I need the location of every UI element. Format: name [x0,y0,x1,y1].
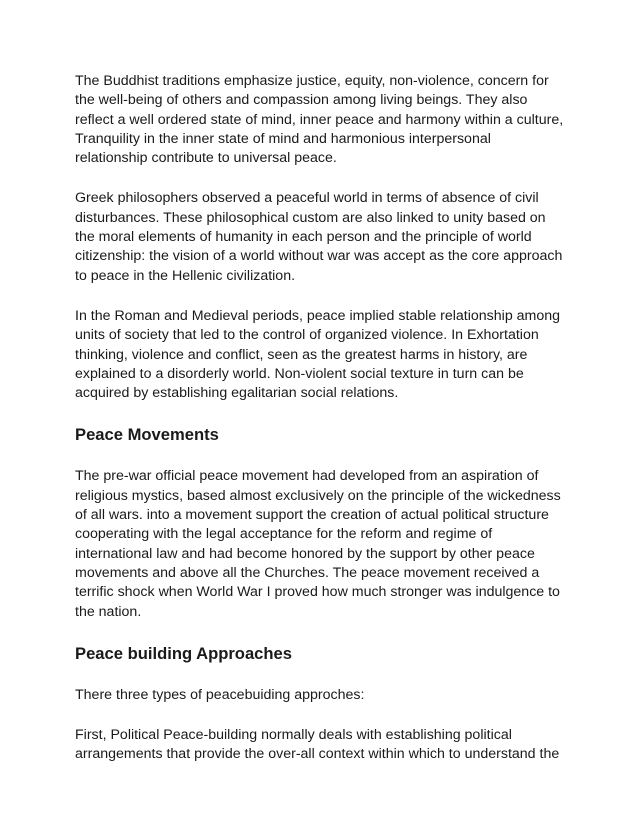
text-line: explained to a disorderly world. Non-violent social texture in turn can be [75,365,524,382]
text-line: The Buddhist traditions emphasize justice, equity, non-violence, concern for [75,73,549,89]
text-line: Greek philosophers observed a peaceful world in terms of absence of civil [75,190,539,207]
paragraph-political-peace-building [75,726,565,765]
text-line: to peace in the Hellenic civilization. [75,267,296,284]
text-line: the well-being of others and compassion among living beings. They also [75,92,528,109]
paragraph-greek-philosophers [75,189,565,285]
paragraph-peace-movements [75,467,565,621]
text-line: the nation. [75,603,142,620]
section-heading-peace-movements: Peace Movements [75,425,219,445]
text-line: The pre-war official peace movement had developed from an aspiration of [75,468,539,485]
paragraph-buddhist-traditions [75,72,565,168]
text-line: reflect a well ordered state of mind, inner peace and harmony within a culture, [75,111,564,128]
text-line: of all wars. into a movement support the creation of actual political structure [75,507,549,524]
paragraph-approaches-intro [75,686,565,705]
text-line: movements and above all the Churches. The peace movement received a [75,564,540,581]
text-line: religious mystics, based almost exclusively on the principle of the wickedness [75,487,561,504]
text-line: arrangements that provide the over-all context within which to understand the [75,746,560,763]
text-line: international law and had become honored by the support by other peace [75,545,535,562]
paragraph-roman-medieval [75,307,565,403]
section-heading-peace-building-approaches: Peace building Approaches [75,643,292,663]
text-line: relationship contribute to universal peace. [75,150,337,167]
text-line: disturbances. These philosophical custom are also linked to unity based on [75,209,546,226]
text-line: cooperating with the legal acceptance for the reform and regime of [75,526,493,543]
text-line: citizenship: the vision of a world without war was accept as the core approach [75,248,563,265]
text-line: terrific shock when World War I proved how much stronger was indulgence to [75,584,560,601]
text-line: thinking, violence and conflict, seen as the greatest harms in history, are [75,346,528,363]
document-body [75,72,565,786]
text-line: units of society that led to the control of organized violence. In Exhortation [75,327,539,344]
text-line: acquired by establishing egalitarian social relations. [75,385,399,402]
text-line: There three types of peacebuiding approches: [75,686,365,703]
text-line: Tranquility in the inner state of mind and harmonious interpersonal [75,130,491,147]
text-line: First, Political Peace-building normally deals with establishing political [75,727,512,744]
text-line: the moral elements of humanity in each person and the principle of world [75,229,532,246]
text-line: In the Roman and Medieval periods, peace implied stable relationship among [75,307,561,324]
